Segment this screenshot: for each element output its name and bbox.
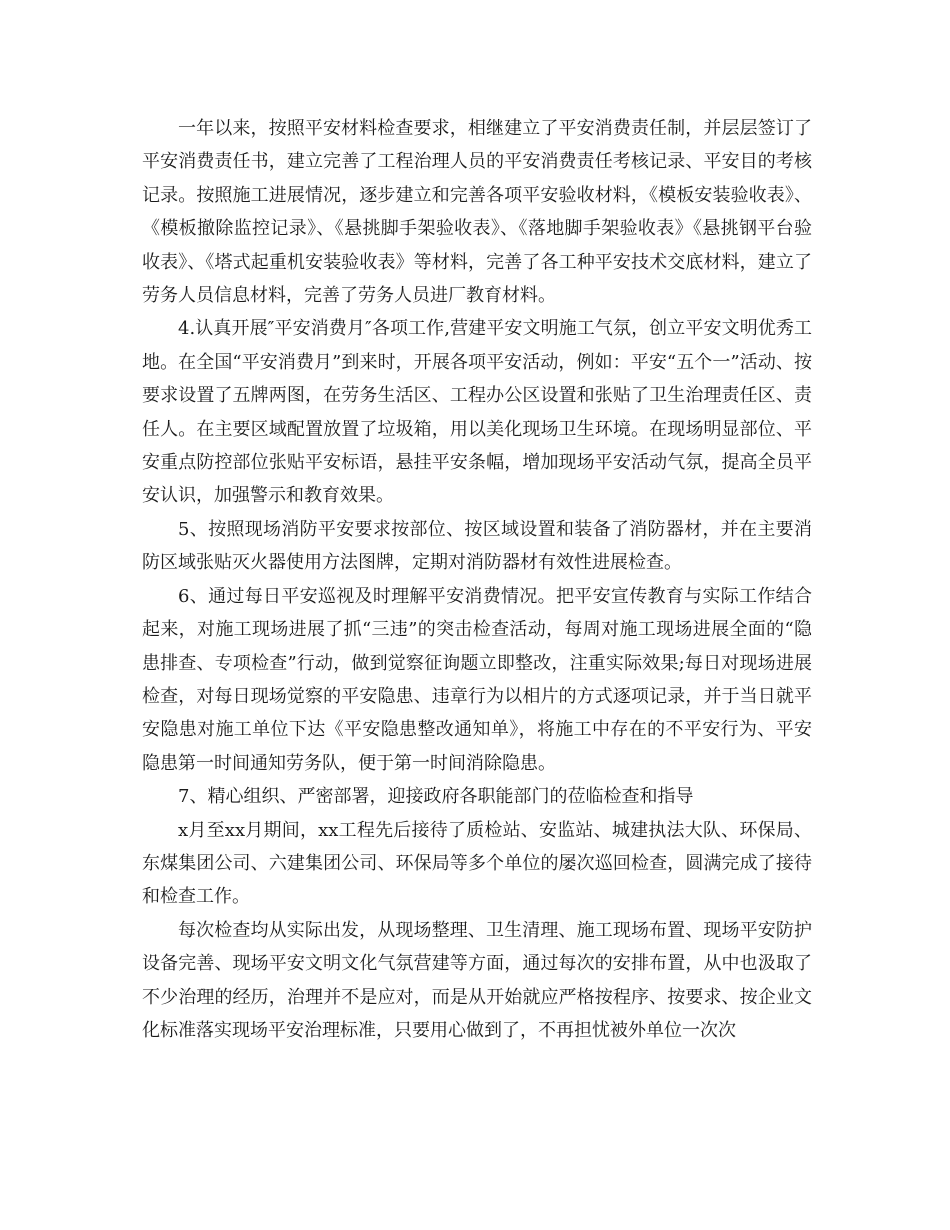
paragraph-fire-equipment: 5、按照现场消防平安要求按部位、按区域设置和装备了消防器材，并在主要消防区域张贴灭火器使用方法图牌，定期对消防器材有效性进展检查。 (142, 518, 812, 574)
paragraph-daily-inspection: 6、通过每日平安巡视及时理解平安消费情况。把平安宣传教育与实际工作结合起来，对施工现场进展了抓“三违”的突击检查活动，每周对施工现场进展全面的“隐患排查、专项检查”行动，做到觉察征询题立即整改，注重实际效果;每日对现场进展检查，对每日现场觉察的平安隐患、违章行为以相片的方式逐项记录，并于当日就平安隐患对施工单位下达《平安隐患整改通知单》，将施工中存在的不平安行为、平安隐患第一时间通知劳务队，便于第一时间消除隐患。 (142, 585, 812, 774)
paragraph-inspection-experience: 每次检查均从实际出发，从现场整理、卫生清理、施工现场布置、现场平安防护设备完善、现场平安文明文化气氛营建等方面，通过每次的安排布置，从中也汲取了不少治理的经历，治理并不是应对，而是从开始就应严格按程序、按要求、按企业文化标准落实现场平安治理标准，只要用心做到了，不再担忧被外单位一次次 (142, 919, 812, 1041)
paragraph-government-inspection-heading: 7、精心组织、严密部署，迎接政府各职能部门的莅临检查和指导 (178, 786, 694, 808)
paragraph-safety-materials: 一年以来，按照平安材料检查要求，相继建立了平安消费责任制，并层层签订了平安消费责任书，建立完善了工程治理人员的平安消费责任考核记录、平安目的考核记录。按照施工进展情况，逐步建立和完善各项平安验收材料，《模板安装验收表》、《模板撤除监控记录》、《悬挑脚手架验收表》、《落地脚手架验收表》《悬挑钢平台验收表》、《塔式起重机安装验收表》等材料，完善了各工种平安技术交底材料，建立了劳务人员信息材料，完善了劳务人员进厂教育材料。 (142, 118, 812, 307)
paragraph-safety-month: 4.认真开展″平安消费月″各项工作,营建平安文明施工气氛，创立平安文明优秀工地。在全国“平安消费月”到来时，开展各项平安活动，例如：平安“五个一”活动、按要求设置了五牌两图，在劳务生活区、工程办公区设置和张贴了卫生治理责任区、责任人。在主要区域配置放置了垃圾箱，用以美化现场卫生环境。在现场明显部位、平安重点防控部位张贴平安标语，悬挂平安条幅，增加现场平安活动气氛，提高全员平安认识，加强警示和教育效果。 (142, 318, 812, 507)
document-body (142, 112, 812, 1047)
paragraph-inspection-visits: x月至xx月期间，xx工程先后接待了质检站、安监站、城建执法大队、环保局、东煤集团公司、六建集团公司、环保局等多个单位的屡次巡回检查，圆满完成了接待和检查工作。 (142, 819, 812, 908)
